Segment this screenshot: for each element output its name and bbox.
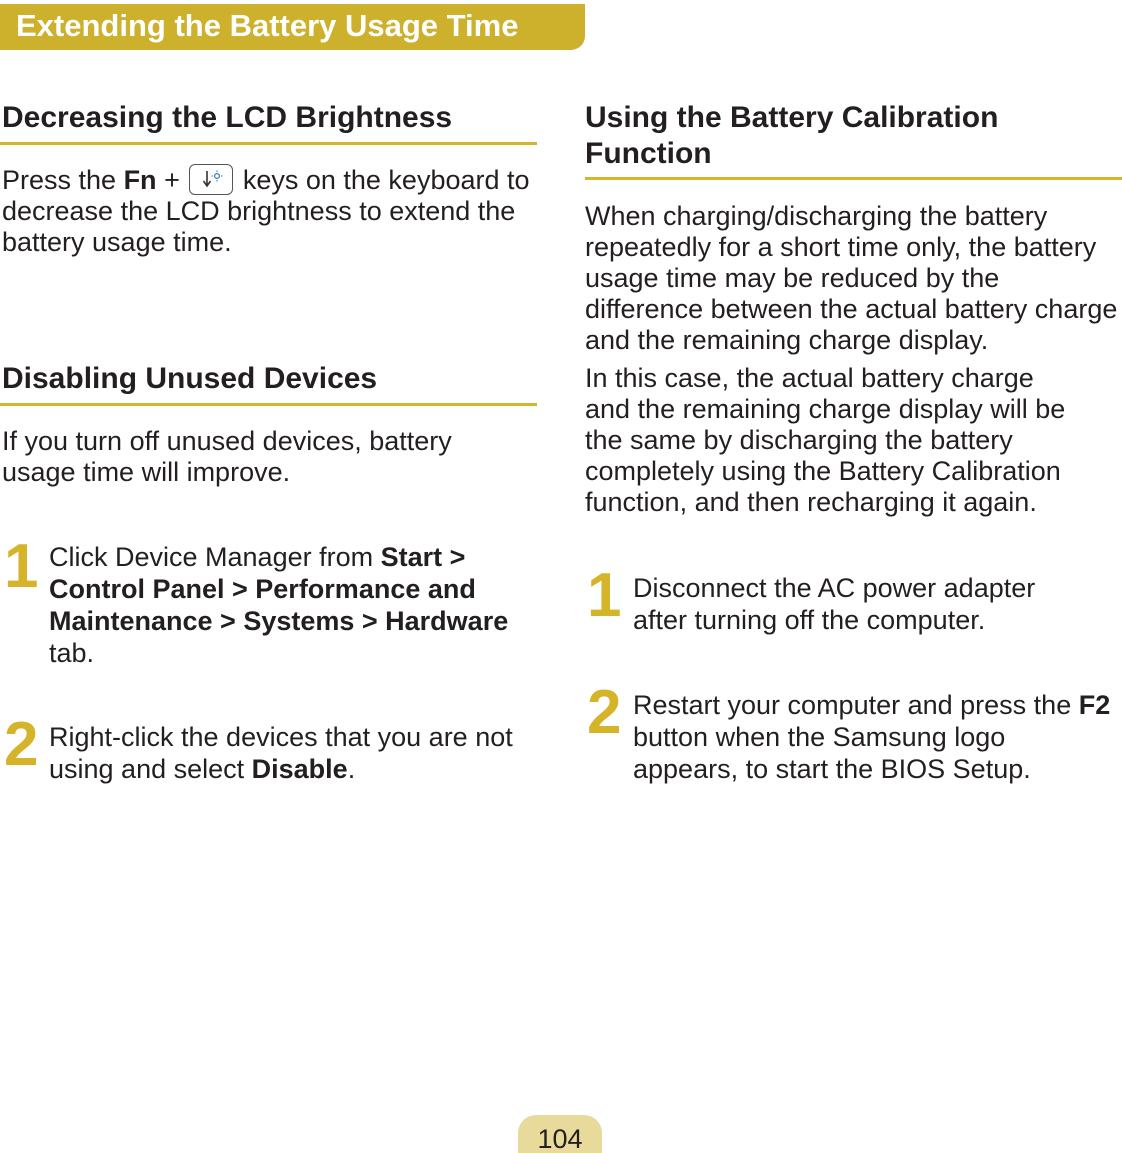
fn-key-label: Fn — [123, 165, 157, 195]
chapter-title: Extending the Battery Usage Time — [0, 0, 585, 50]
section-rule-calibration — [585, 177, 1122, 180]
section-title-calibration: Using the Battery Calibration Function — [585, 101, 999, 170]
step-number: 2 — [4, 710, 39, 779]
step-text: Restart your computer and press the F2 button when the Samsung logo appears, to start the BIOS Setup. — [633, 690, 1111, 784]
section-rule-lcd — [0, 142, 537, 145]
section-rule-devices — [0, 403, 537, 406]
step-number: 1 — [4, 532, 39, 601]
step-text: Right-click the devices that you are not using and select Disable. — [49, 722, 513, 784]
section-title-devices: Disabling Unused Devices — [2, 362, 378, 395]
step-number: 1 — [587, 561, 622, 630]
step-text: Click Device Manager from Start > Control Panel > Performance and Maintenance > Systems > Hardware tab. — [49, 542, 509, 668]
step-number: 2 — [587, 678, 622, 747]
brightness-down-key-icon — [189, 164, 233, 195]
step-text: Disconnect the AC power adapter after turning off the computer. — [633, 573, 1036, 635]
calibration-paragraph-1: When charging/discharging the battery repeatedly for a short time only, the battery usage time may be reduced by the difference between the actual battery charge and the remaining charge display. — [585, 201, 1118, 355]
page-number: 104 — [518, 1115, 602, 1153]
section-title-lcd: Decreasing the LCD Brightness — [2, 101, 453, 134]
devices-intro: If you turn off unused devices, battery usage time will improve. — [2, 426, 452, 487]
calibration-paragraph-2: In this case, the actual battery charge and the remaining charge display will be the same by discharging the battery completely using the Battery Calibration function, and then recharging it again. — [585, 363, 1066, 517]
lcd-paragraph: Press the Fn + keys on the keyboard to decrease the LCD brightness to extend the battery usage time. — [2, 165, 530, 257]
